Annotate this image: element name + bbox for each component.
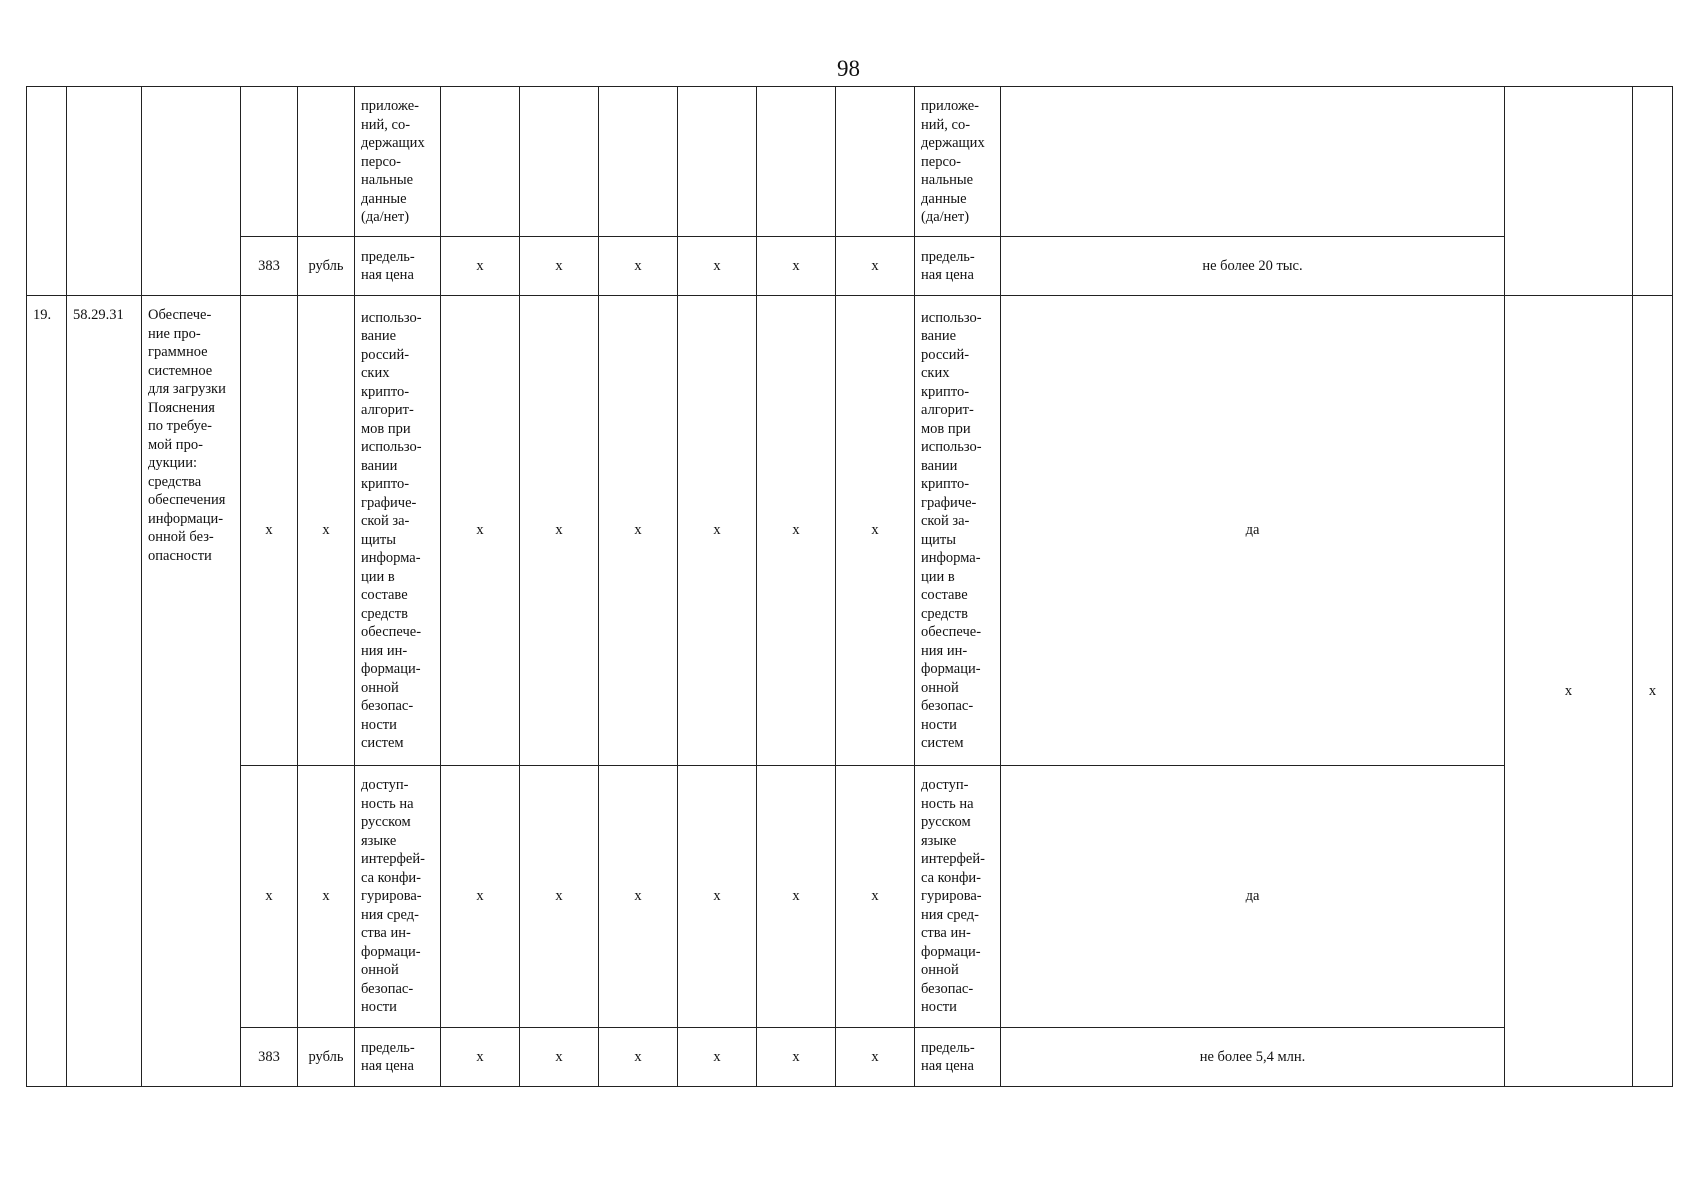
value-cell [678, 87, 757, 237]
characteristic-cell-2 [915, 1028, 1001, 1087]
characteristic-text: использо- вание россий- ских крипто- алгорит- мов при использо- вании крипто- графиче- ской за- щиты информа- ции в составе средств обеспече- ния ин- формаци- онной безопас- ности систем [361, 309, 422, 751]
table-row [27, 87, 1673, 237]
unit-cell: рубль [298, 237, 355, 296]
requirement-value-cell: да [1001, 766, 1505, 1028]
characteristic-cell [355, 87, 441, 237]
table-row [27, 766, 1673, 1028]
value-cell: x [599, 296, 678, 766]
characteristic-cell-2 [915, 766, 1001, 1028]
value-cell: x [441, 766, 520, 1028]
requirement-value-cell: да [1001, 296, 1505, 766]
requirement-value-cell: не более 5,4 млн. [1001, 1028, 1505, 1087]
characteristic-cell-2 [915, 296, 1001, 766]
okei-code-cell: x [241, 766, 298, 1028]
value-cell: x [599, 766, 678, 1028]
value-cell: x [599, 237, 678, 296]
value-cell: x [836, 296, 915, 766]
characteristic-cell [355, 766, 441, 1028]
unit-cell: x [298, 296, 355, 766]
value-cell: x [757, 237, 836, 296]
page-number: 98 [837, 56, 860, 81]
value-cell: x [678, 1028, 757, 1087]
extra-cell: x [1505, 296, 1633, 1087]
characteristic-text: предель- ная цена [361, 1039, 415, 1074]
okei-code-cell: 383 [241, 1028, 298, 1087]
value-cell [441, 87, 520, 237]
value-cell: x [757, 296, 836, 766]
value-cell: x [836, 766, 915, 1028]
value-cell: x [520, 766, 599, 1028]
product-note: Пояснения по требуе- мой про- дукции: средства обеспечения информаци- онной без- опасности [148, 399, 226, 564]
unit-cell: x [298, 766, 355, 1028]
requirement-value-cell: не более 20 тыс. [1001, 237, 1505, 296]
characteristic-cell [355, 296, 441, 766]
okpd-cell [67, 87, 142, 296]
characteristic-text: приложе- ний, со- держащих персо- нальные данные (да/нет) [361, 98, 425, 225]
table-row [27, 296, 1673, 766]
value-cell: x [836, 1028, 915, 1087]
value-cell: x [757, 1028, 836, 1087]
value-cell: x [441, 237, 520, 296]
characteristic-cell-2 [915, 87, 1001, 237]
value-cell: x [441, 296, 520, 766]
characteristic-text: использо- вание россий- ских крипто- алгорит- мов при использо- вании крипто- графиче- ской за- щиты информа- ции в составе средств обеспече- ния ин- формаци- онной безопас- ности систем [921, 309, 982, 751]
requirement-value-cell [1001, 87, 1505, 237]
value-cell: x [599, 1028, 678, 1087]
characteristic-text: предель- ная цена [361, 248, 415, 283]
value-cell [599, 87, 678, 237]
extra-cell: x [1633, 296, 1673, 1087]
value-cell: x [757, 766, 836, 1028]
characteristic-cell-2 [915, 237, 1001, 296]
value-cell: x [520, 296, 599, 766]
okpd-cell: 58.29.31 [67, 296, 142, 1087]
table-row [27, 1028, 1673, 1087]
characteristic-text: доступ- ность на русском языке интерфей- са конфи- гурирова- ния сред- ства ин- формаци- онной безопас- ности [921, 777, 985, 1016]
product-name: Обеспече- ние про- граммное системное для загрузки [148, 307, 226, 397]
extra-cell [1633, 87, 1673, 296]
value-cell: x [678, 766, 757, 1028]
characteristic-text: приложе- ний, со- держащих персо- нальные данные (да/нет) [921, 98, 985, 225]
characteristic-text: предель- ная цена [921, 248, 975, 283]
value-cell [836, 87, 915, 237]
unit-cell: рубль [298, 1028, 355, 1087]
unit-cell [298, 87, 355, 237]
value-cell: x [678, 237, 757, 296]
characteristic-cell [355, 1028, 441, 1087]
characteristic-text: предель- ная цена [921, 1039, 975, 1074]
value-cell [757, 87, 836, 237]
requirements-table [26, 86, 1673, 1087]
value-cell: x [678, 296, 757, 766]
name-cell [142, 296, 241, 1087]
okei-code-cell [241, 87, 298, 237]
name-cell [142, 87, 241, 296]
value-cell [520, 87, 599, 237]
extra-cell [1505, 87, 1633, 296]
number-cell: 19. [27, 296, 67, 1087]
value-cell: x [836, 237, 915, 296]
number-cell [27, 87, 67, 296]
okei-code-cell: 383 [241, 237, 298, 296]
value-cell: x [520, 237, 599, 296]
value-cell: x [520, 1028, 599, 1087]
table-row [27, 237, 1673, 296]
characteristic-cell [355, 237, 441, 296]
okei-code-cell: x [241, 296, 298, 766]
characteristic-text: доступ- ность на русском языке интерфей- са конфи- гурирова- ния сред- ства ин- формаци- онной безопас- ности [361, 777, 425, 1016]
value-cell: x [441, 1028, 520, 1087]
